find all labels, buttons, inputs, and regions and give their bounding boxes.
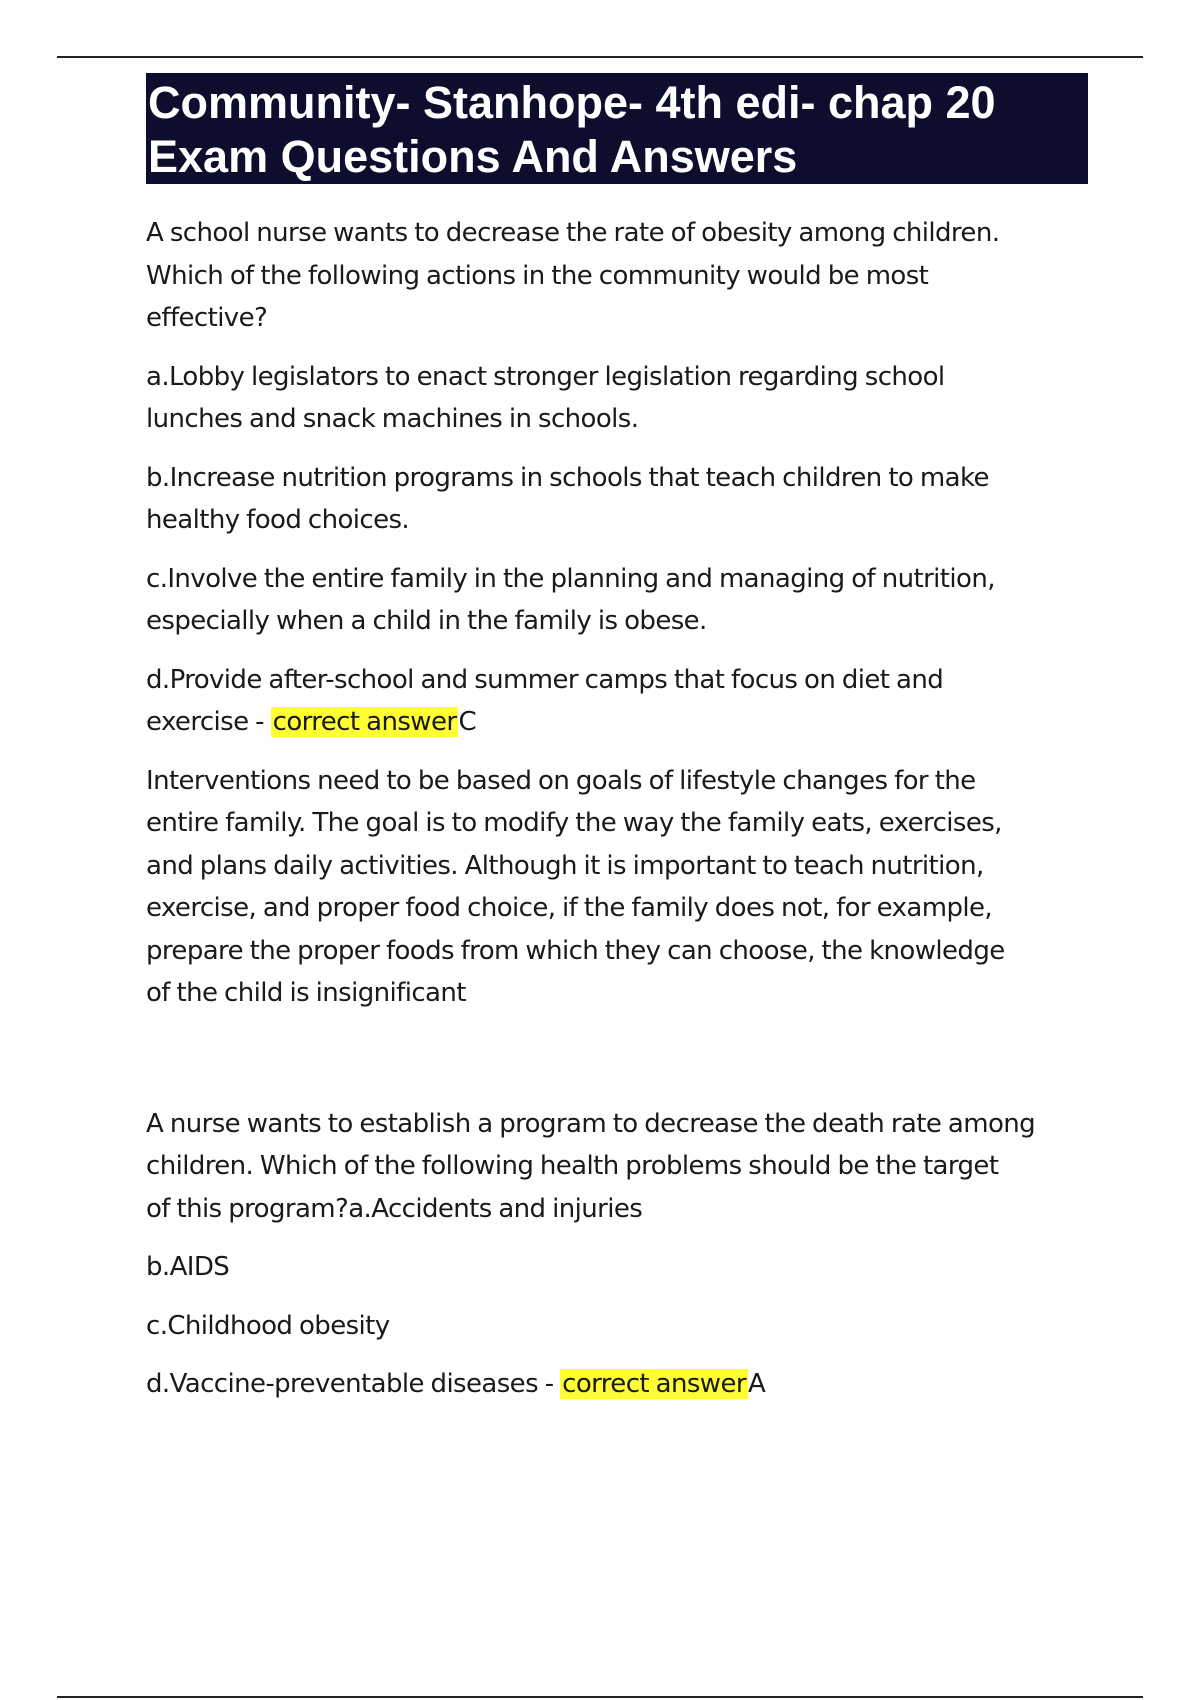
text-line: d.Provide after-school and summer camps that focus on diet and [146, 664, 944, 695]
top-rule [57, 56, 1143, 58]
answer-line [146, 1363, 1096, 1406]
text-line: and plans daily activities. Although it is important to teach nutrition, [146, 850, 984, 881]
question-1-option-b [146, 457, 1096, 542]
text-line: especially when a child in the family is obese. [146, 606, 707, 636]
text-line: a.Lobby legislators to enact stronger legislation regarding school [146, 361, 945, 392]
text-line: c.Involve the entire family in the planning and managing of nutrition, [146, 563, 995, 594]
text-line: Interventions need to be based on goals of lifestyle changes for the [146, 765, 976, 796]
option-d-prefix: exercise - [146, 707, 271, 737]
document-body [146, 212, 1096, 1422]
text-line: lunches and snack machines in schools. [146, 404, 639, 434]
text-line: effective? [146, 303, 268, 333]
text-line: b.Increase nutrition programs in schools that teach children to make [146, 462, 989, 493]
text-line: of the child is insignificant [146, 978, 466, 1008]
question-1-option-c [146, 558, 1096, 643]
question-2-option-c [146, 1305, 1096, 1348]
title-line-2: Exam Questions And Answers [148, 131, 798, 182]
text-line: healthy food choices. [146, 505, 410, 535]
text-line: b.AIDS [146, 1252, 230, 1282]
text-line: exercise, and proper food choice, if the family does not, for example, [146, 893, 993, 923]
question-2-option-d [146, 1363, 1096, 1406]
title-line-1: Community- Stanhope- 4th edi- chap 20 [148, 77, 996, 128]
question-1-option-a [146, 356, 1096, 441]
answer-value: A [747, 1369, 766, 1399]
correct-answer-highlight: correct answer [272, 707, 457, 737]
correct-answer-highlight: correct answer [562, 1369, 746, 1399]
text-line: c.Childhood obesity [146, 1310, 390, 1341]
answer-line [146, 701, 1096, 744]
question-1-rationale [146, 760, 1096, 1015]
bottom-rule [57, 1696, 1143, 1698]
question-2-stem [146, 1103, 1096, 1231]
section-spacer [146, 1031, 1096, 1103]
text-line: A nurse wants to establish a program to decrease the death rate among [146, 1108, 1036, 1139]
text-line: children. Which of the following health problems should be the target [146, 1151, 999, 1181]
text-line: entire family. The goal is to modify the way the family eats, exercises, [146, 808, 1002, 838]
question-1-option-d [146, 659, 1096, 744]
text-line: A school nurse wants to decrease the rate of obesity among children. [146, 218, 1000, 248]
question-2-option-b [146, 1246, 1096, 1289]
document-title [146, 73, 1088, 184]
option-d-prefix: d.Vaccine-preventable diseases - [146, 1369, 561, 1399]
question-1-stem [146, 212, 1096, 340]
text-line: of this program?a.Accidents and injuries [146, 1193, 643, 1224]
answer-value: C [458, 707, 476, 737]
text-line: Which of the following actions in the community would be most [146, 260, 929, 291]
text-line: prepare the proper foods from which they can choose, the knowledge [146, 935, 1005, 966]
